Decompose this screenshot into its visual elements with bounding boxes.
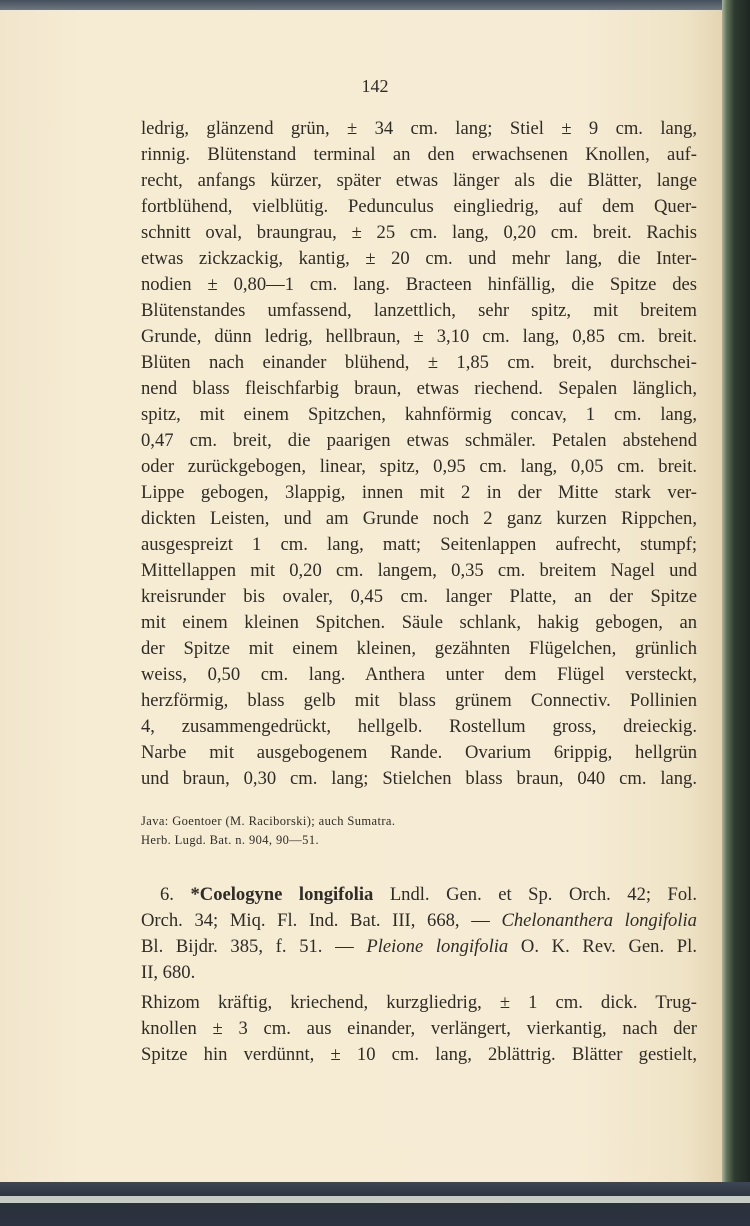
text-line: nend blass fleischfarbig braun, etwas riechend. Sepalen länglich, bbox=[141, 378, 697, 399]
text-line: nodien ± 0,80—1 cm. lang. Bracteen hinfällig, die Spitze des bbox=[141, 274, 697, 295]
citation-text: Bl. Bijdr. 385, f. 51. — bbox=[141, 936, 354, 957]
text-line: und braun, 0,30 cm. lang; Stielchen blass braun, 040 cm. lang. bbox=[141, 768, 697, 789]
text-line: Rhizom kräftig, kriechend, kurzgliedrig, ± 1 cm. dick. Trug- bbox=[141, 992, 697, 1013]
text-line: etwas zickzackig, kantig, ± 20 cm. und mehr lang, die Inter- bbox=[141, 248, 697, 269]
text-line: weiss, 0,50 cm. lang. Anthera unter dem Flügel versteckt, bbox=[141, 664, 697, 685]
text-line: 0,47 cm. breit, die paarigen etwas schmäler. Petalen abstehend bbox=[141, 430, 697, 451]
text-line: knollen ± 3 cm. aus einander, verlängert, vierkantig, nach der bbox=[141, 1018, 697, 1039]
citation-line: II, 680. bbox=[141, 962, 196, 983]
text-line: Blütenstandes umfassend, lanzettlich, sehr spitz, mit breitem bbox=[141, 300, 697, 321]
synonym-line bbox=[141, 908, 697, 934]
text-line: ledrig, glänzend grün, ± 34 cm. lang; Stiel ± 9 cm. lang, bbox=[141, 118, 697, 139]
page-bottom-edge bbox=[0, 1182, 750, 1226]
book-binding-edge bbox=[722, 0, 750, 1226]
species-citation: Lndl. Gen. et Sp. Orch. 42; Fol. bbox=[389, 884, 697, 905]
text-line: herzförmig, blass gelb mit blass grünem Connectiv. Pollinien bbox=[141, 690, 697, 711]
page-number: 142 bbox=[361, 76, 389, 96]
species-number: 6. bbox=[160, 884, 174, 905]
text-line: Lippe gebogen, 3lappig, innen mit 2 in der Mitte stark ver- bbox=[141, 482, 697, 503]
citation-text: O. K. Rev. Gen. Pl. bbox=[520, 936, 697, 957]
text-line: recht, anfangs kürzer, später etwas länger als die Blätter, lange bbox=[141, 170, 697, 191]
text-line: fortblühend, vielblütig. Pedunculus eingliedrig, auf dem Quer- bbox=[141, 196, 697, 217]
citation-text: Orch. 34; Miq. Fl. Ind. Bat. III, 668, — bbox=[141, 910, 490, 931]
text-line: spitz, mit einem Spitzchen, kahnförmig concav, 1 cm. lang, bbox=[141, 404, 697, 425]
text-line: Narbe mit ausgebogenem Rande. Ovarium 6rippig, hellgrün bbox=[141, 742, 697, 763]
text-line: 4, zusammengedrückt, hellgelb. Rostellum gross, dreieckig. bbox=[141, 716, 697, 737]
synonym-name: Chelonanthera longifolia bbox=[501, 910, 697, 931]
locality-line: Java: Goentoer (M. Raciborski); auch Sumatra. bbox=[141, 814, 396, 828]
species-heading-line bbox=[160, 882, 697, 908]
text-line: schnitt oval, braungrau, ± 25 cm. lang, 0,20 cm. breit. Rachis bbox=[141, 222, 697, 243]
text-line: ausgespreizt 1 cm. lang, matt; Seitenlappen aufrecht, stumpf; bbox=[141, 534, 697, 555]
herbarium-line: Herb. Lugd. Bat. n. 904, 90—51. bbox=[141, 833, 320, 847]
text-line: Blüten nach einander blühend, ± 1,85 cm. breit, durchschei- bbox=[141, 352, 697, 373]
text-line: Mittellappen mit 0,20 cm. langem, 0,35 cm. breitem Nagel und bbox=[141, 560, 697, 581]
text-line: Grunde, dünn ledrig, hellbraun, ± 3,10 cm. lang, 0,85 cm. breit. bbox=[141, 326, 697, 347]
page-top-edge bbox=[0, 0, 750, 10]
text-line: kreisrunder bis ovaler, 0,45 cm. langer Platte, an der Spitze bbox=[141, 586, 697, 607]
text-line: mit einem kleinen Spitchen. Säule schlank, hakig gebogen, an bbox=[141, 612, 697, 633]
text-line: der Spitze mit einem kleinen, gezähnten Flügelchen, grünlich bbox=[141, 638, 697, 659]
text-line: rinnig. Blütenstand terminal an den erwachsenen Knollen, auf- bbox=[141, 144, 697, 165]
text-line: dickten Leisten, und am Grunde noch 2 ganz kurzen Rippchen, bbox=[141, 508, 697, 529]
text-line: Spitze hin verdünnt, ± 10 cm. lang, 2blättrig. Blätter gestielt, bbox=[141, 1044, 697, 1065]
synonym-name: Pleione longifolia bbox=[366, 936, 509, 957]
text-line: oder zurückgebogen, linear, spitz, 0,95 cm. lang, 0,05 cm. breit. bbox=[141, 456, 697, 477]
species-name: *Coelogyne longifolia bbox=[190, 884, 374, 905]
synonym-line bbox=[141, 934, 697, 960]
